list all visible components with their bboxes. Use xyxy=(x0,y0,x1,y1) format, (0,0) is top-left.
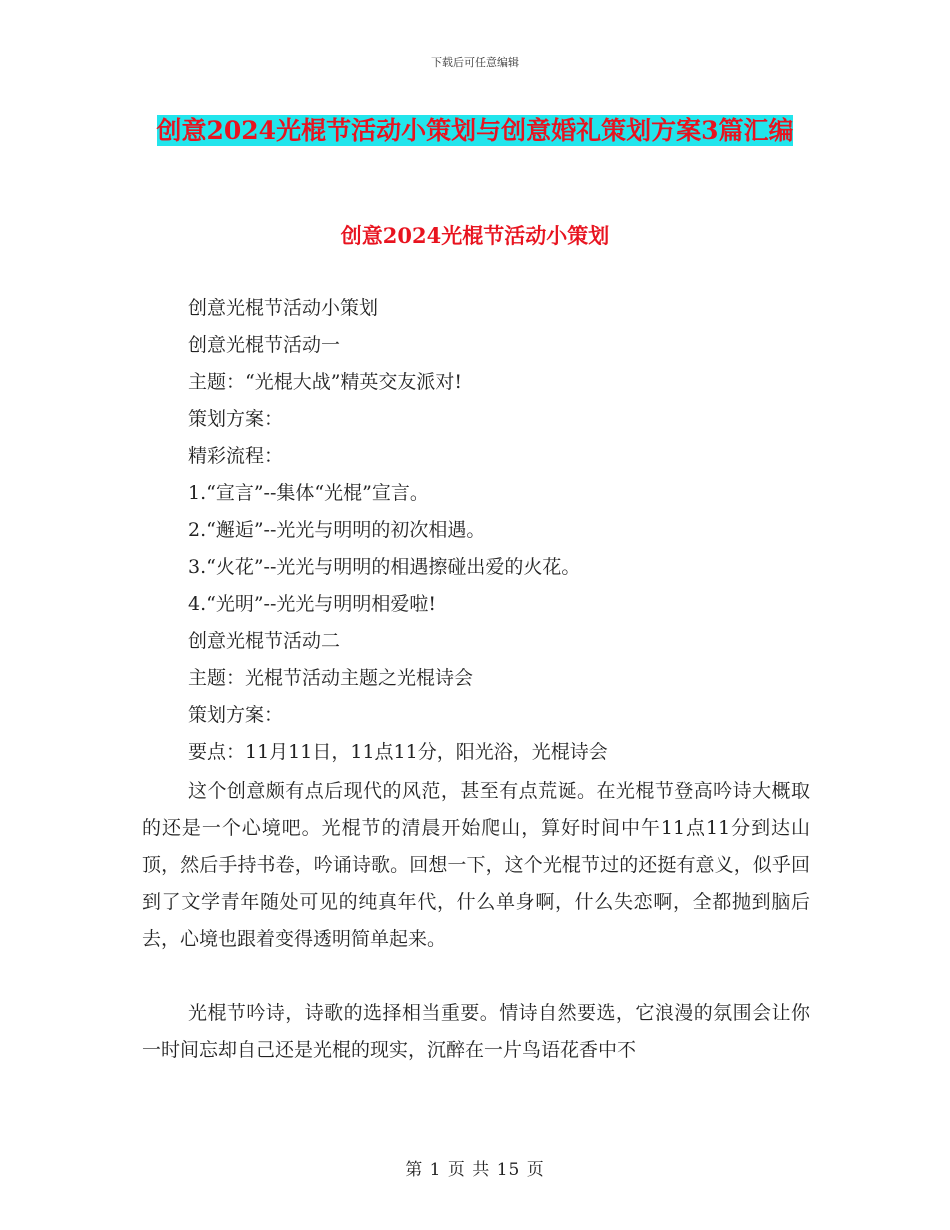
body-line: 4.“光明”--光光与明明相爱啦! xyxy=(188,593,437,615)
document-title xyxy=(140,110,810,152)
body-line: 创意光棍节活动一 xyxy=(188,334,341,356)
body-line: 策划方案： xyxy=(188,408,284,430)
body-paragraph: 这个创意颇有点后现代的风范，甚至有点荒诞。在光棍节登高吟诗大概取的还是一个心境吧。光棍节的清晨开始爬山，算好时间中午11点11分到达山顶，然后手持书卷，吟诵诗歌。回想一下，这个光棍节过的还挺有意义，似乎回到了文学青年随处可见的纯真年代，什么单身啊，什么失恋啊，全都抛到脑后去，心境也跟着变得透明简单起来。 xyxy=(142,780,810,950)
page-footer: 第 1 页 共 15 页 xyxy=(405,1160,545,1180)
body-line: 2.“邂逅”--光光与明明的初次相遇。 xyxy=(188,519,486,541)
body-lines xyxy=(188,290,828,771)
body-line: 策划方案： xyxy=(188,704,284,726)
body-line: 3.“火花”--光光与明明的相遇擦碰出爱的火花。 xyxy=(188,556,581,578)
section-title: 创意2024光棍节活动小策划 xyxy=(340,223,610,248)
body-line: 要点：11月11日，11点11分，阳光浴，光棍诗会 xyxy=(188,741,608,763)
body-line: 创意光棍节活动二 xyxy=(188,630,341,652)
header-note: 下载后可任意编辑 xyxy=(431,56,519,69)
body-paragraph: 光棍节吟诗，诗歌的选择相当重要。情诗自然要选，它浪漫的氛围会让你一时间忘却自己还是光棍的现实，沉醉在一片鸟语花香中不 xyxy=(142,1002,810,1061)
body-line: 创意光棍节活动小策划 xyxy=(188,297,379,319)
body-line: 主题：“光棍大战”精英交友派对! xyxy=(188,371,463,393)
body-line: 精彩流程： xyxy=(188,445,284,467)
body-line: 主题：光棍节活动主题之光棍诗会 xyxy=(188,667,474,689)
body-line: 1.“宣言”--集体“光棍”宣言。 xyxy=(188,482,429,504)
document-title-text: 创意2024光棍节活动小策划与创意婚礼策划方案3篇汇编 xyxy=(156,116,794,145)
